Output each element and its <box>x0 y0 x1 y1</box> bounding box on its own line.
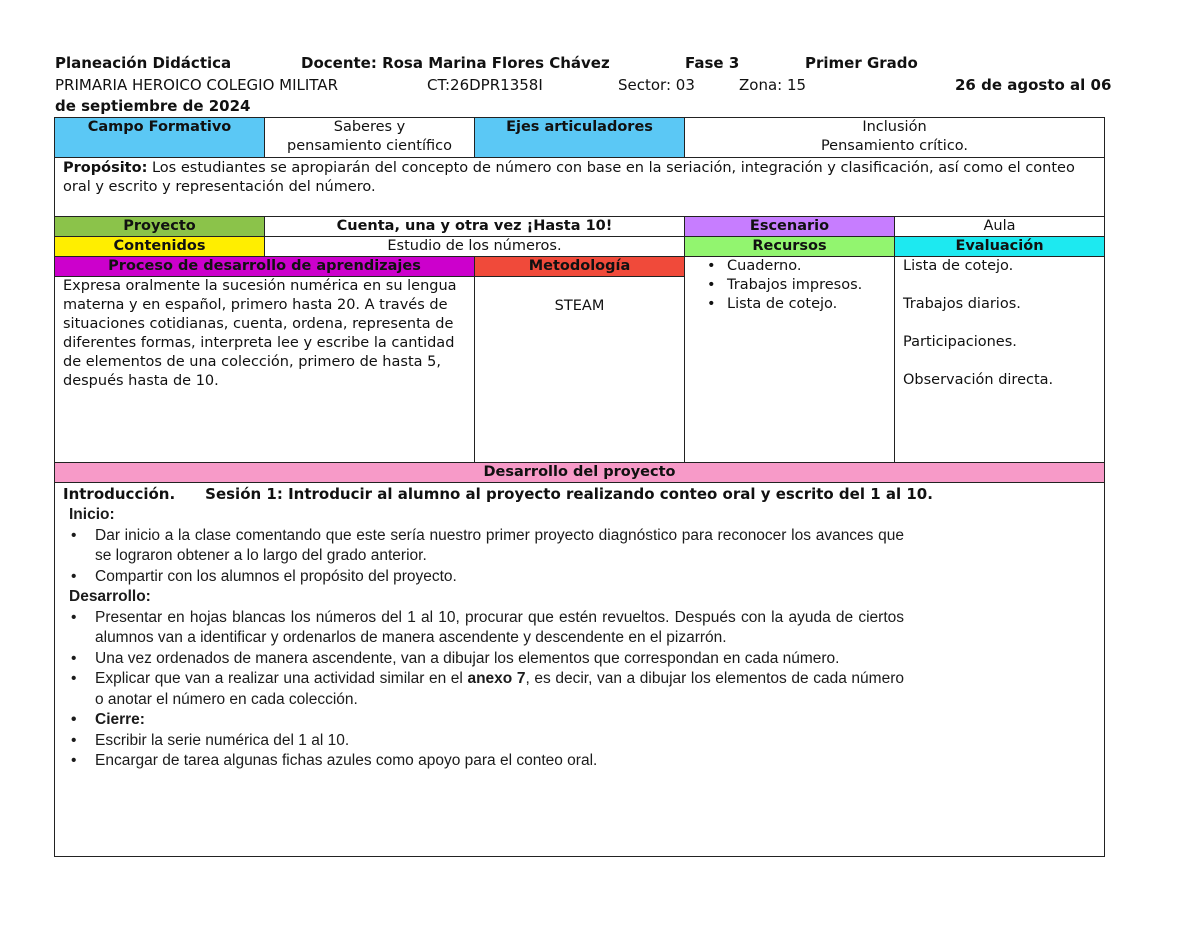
escenario-label: Escenario <box>685 217 895 237</box>
proposito-text: Los estudiantes se apropiarán del concepto de número con base en la seriación, integración y clasificación, así como el conteo oral y escrito y representación del número. <box>63 160 1075 195</box>
cierre-label: • Cierre: <box>69 710 904 731</box>
doc-title: Planeación Didáctica <box>55 54 232 72</box>
date-range-start: 26 de agosto al 06 <box>955 76 1112 94</box>
row-proceso-header <box>55 257 1105 277</box>
header-line-1 <box>55 54 1135 74</box>
recursos-item: • Cuaderno. <box>703 257 886 276</box>
proceso-label: Proceso de desarrollo de aprendizajes <box>55 257 475 277</box>
ejes-value-line-1: Inclusión <box>862 119 927 135</box>
ejes-articuladores-value <box>685 118 1105 158</box>
ejes-value-line-2: Pensamiento crítico. <box>820 138 969 154</box>
recursos-label: Recursos <box>685 237 895 257</box>
metodologia-value: STEAM <box>475 277 685 463</box>
inicio-item: • Dar inicio a la clase comentando que este sería nuestro primer proyecto diagnóstico para reconocer los avances que se lograron obtener a lo largo del grado anterior. <box>69 526 904 567</box>
anexo-post: , es decir, van a dibujar los elementos de cada número o anotar el número en cada colección. <box>95 670 904 708</box>
anexo-pre: Explicar que van a realizar una actividad similar en el <box>95 670 468 687</box>
school-name: PRIMARIA HEROICO COLEGIO MILITAR <box>55 76 338 94</box>
row-proyecto <box>55 217 1105 237</box>
row-campo <box>55 118 1105 158</box>
row-desarrollo-header <box>55 463 1105 483</box>
row-session <box>55 483 1105 857</box>
date-range-end: de septiembre de 2024 <box>55 97 251 115</box>
header-line-3 <box>55 97 1135 117</box>
evaluacion-item: Observación directa. <box>903 372 1054 388</box>
inicio-item: • Compartir con los alumnos el propósito del proyecto. <box>69 567 904 588</box>
escenario-value: Aula <box>895 217 1105 237</box>
proceso-text: Expresa oralmente la sucesión numérica en su lengua materna y en español, primero hasta 20. A través de situaciones cotidianas, cuenta, ordena, representa de diferentes formas, interpreta lee y escribe la cantidad de elementos de una colección, primero de hasta 5, después hasta de 10. <box>55 277 475 463</box>
proyecto-value: Cuenta, una y otra vez ¡Hasta 10! <box>265 217 685 237</box>
grade-label: Primer Grado <box>805 54 918 72</box>
desarrollo-label: Desarrollo: <box>69 588 151 605</box>
campo-formativo-label: Campo Formativo <box>55 118 265 158</box>
evaluacion-item: Participaciones. <box>903 334 1017 350</box>
campo-value-line-1: Saberes y <box>333 119 406 135</box>
session-title: Sesión 1: Introducir al alumno al proyecto realizando conteo oral y escrito del 1 al 10. <box>205 485 933 503</box>
desarrollo-item: • Una vez ordenados de manera ascendente, van a dibujar los elementos que correspondan en cada número. <box>69 649 904 670</box>
proposito-cell <box>55 158 1105 217</box>
evaluacion-item: Lista de cotejo. <box>903 258 1014 274</box>
desarrollo-item-anexo <box>69 669 904 710</box>
anexo-bold: anexo 7 <box>467 670 526 687</box>
row-contenidos <box>55 237 1105 257</box>
planning-table <box>54 117 1105 857</box>
evaluacion-list-cell <box>895 257 1105 463</box>
cierre-item: • Encargar de tarea algunas fichas azules como apoyo para el conteo oral. <box>69 751 904 772</box>
cierre-item: • Escribir la serie numérica del 1 al 10. <box>69 731 904 752</box>
school-ct: CT:26DPR1358I <box>427 76 543 94</box>
campo-formativo-value <box>265 118 475 158</box>
session-heading <box>63 483 1096 505</box>
metodologia-label: Metodología <box>475 257 685 277</box>
session-cell <box>55 483 1105 857</box>
contenidos-value: Estudio de los números. <box>265 237 685 257</box>
desarrollo-proyecto-label: Desarrollo del proyecto <box>55 463 1105 483</box>
teacher-name: Docente: Rosa Marina Flores Chávez <box>301 54 610 72</box>
school-zone: Zona: 15 <box>739 76 807 94</box>
contenidos-label: Contenidos <box>55 237 265 257</box>
inicio-label: Inicio: <box>69 506 115 523</box>
ejes-articuladores-label: Ejes articuladores <box>475 118 685 158</box>
recursos-list <box>693 257 886 314</box>
row-proposito <box>55 158 1105 217</box>
recursos-item: • Trabajos impresos. <box>703 276 886 295</box>
session-body <box>63 505 1096 772</box>
intro-label: Introducción. <box>63 485 176 503</box>
evaluacion-item: Trabajos diarios. <box>903 296 1021 312</box>
campo-value-line-2: pensamiento científico <box>287 138 452 154</box>
proposito-label: Propósito: <box>63 160 148 176</box>
evaluacion-label: Evaluación <box>895 237 1105 257</box>
phase-label: Fase 3 <box>685 54 740 72</box>
school-sector: Sector: 03 <box>618 76 695 94</box>
proyecto-label: Proyecto <box>55 217 265 237</box>
recursos-item: • Lista de cotejo. <box>703 295 886 314</box>
desarrollo-item: • Presentar en hojas blancas los números del 1 al 10, procurar que estén revueltos. Después con la ayuda de ciertos alumnos van a identificar y ordenarlos de manera ascendente y descendente en el pizarrón. <box>69 608 904 649</box>
recursos-list-cell <box>685 257 895 463</box>
header-line-2 <box>55 76 1135 96</box>
